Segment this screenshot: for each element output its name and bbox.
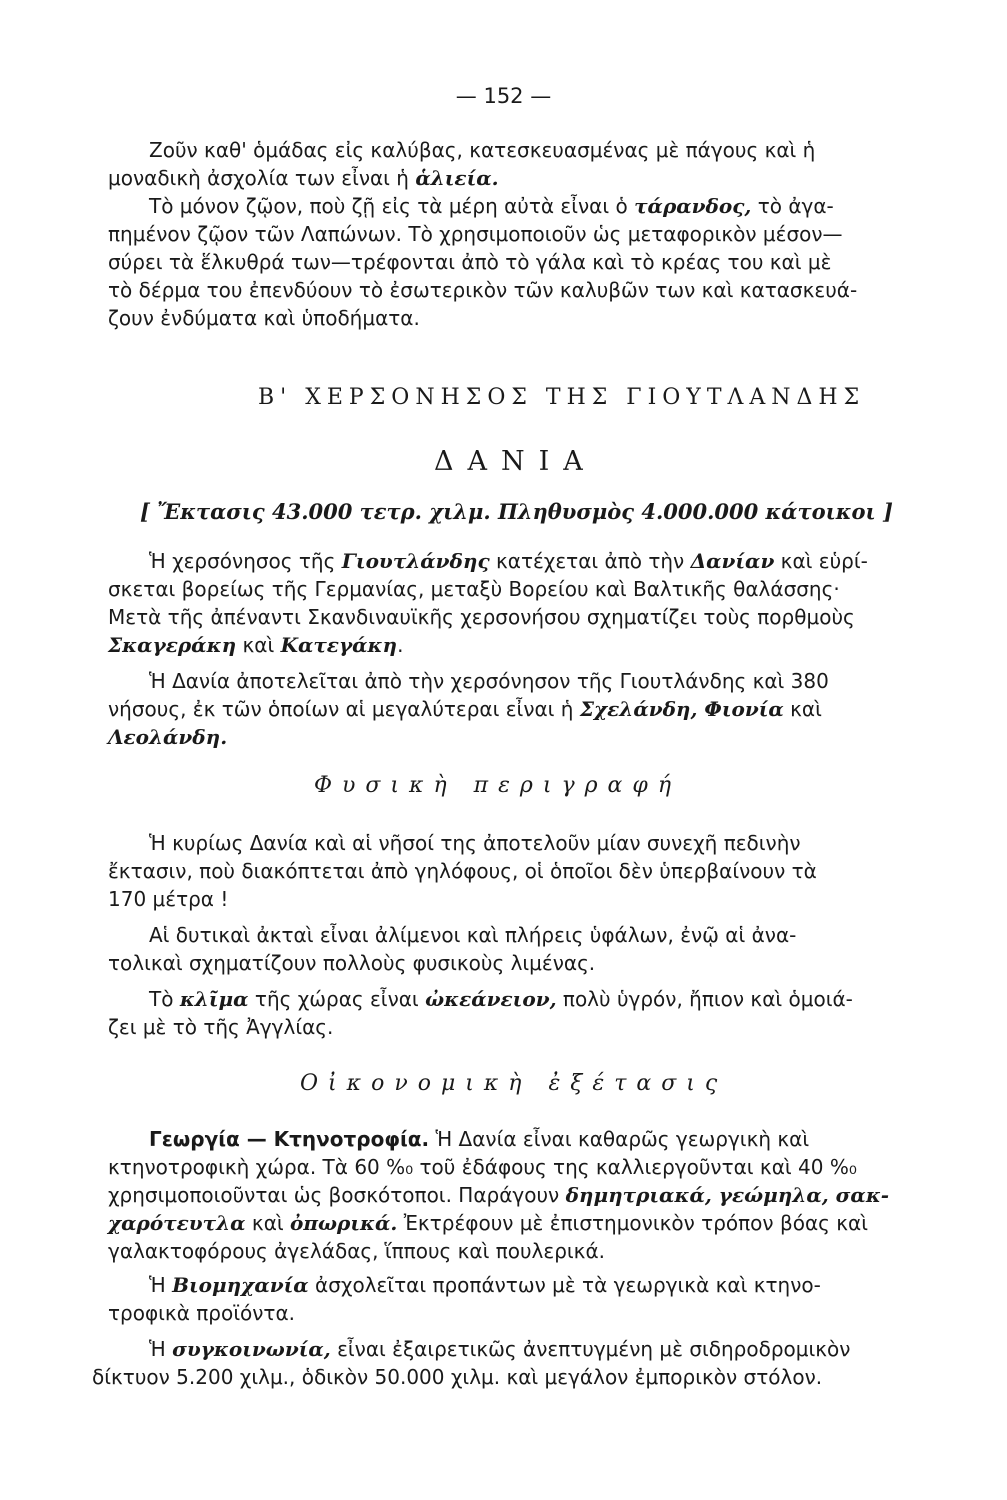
country-title: ΔΑΝΙΑ [434,446,597,477]
text-line [149,549,868,573]
emphasis-word: Σκαγεράκη [108,633,237,657]
emphasis-word: Λεολάνδη. [108,725,228,749]
text-line: Ἡ Δανία ἀποτελεῖται ἀπὸ τὴν χερσόνησον τῆς Γιουτλάνδης καὶ 380 [149,669,829,693]
stats-line: [ Ἔκτασις 43.000 τετρ. χιλμ. Πληθυσμὸς 4.000.000 κάτοικοι ] [140,499,893,524]
text-line: κτηνοτροφικὴ χώρα. Τὰ 60 %₀ τοῦ ἐδάφους της καλλιεργοῦνται καὶ 40 %₀ [108,1155,857,1179]
section-title: Β' ΧΕΡΣΟΝΗΣΟΣ ΤΗΣ ΓΙΟΥΤΛΑΝΔΗΣ [258,385,866,410]
emphasis-word: ὠκεάνειον, [425,987,557,1011]
emphasis-word: ὀπωρικά. [290,1211,398,1235]
emphasis-word: Κατεγάκη [280,633,398,657]
text-span: καὶ [236,633,281,657]
emphasis-word: Σχελάνδη, Φιονία [579,697,784,721]
text-line [108,725,227,749]
text-line: Αἱ δυτικαὶ ἀκταὶ εἶναι ἀλίμενοι καὶ πλήρεις ὑφάλων, ἐνῷ αἱ ἀνα- [149,923,797,947]
text-line [149,1127,809,1151]
text-line: τροφικὰ προϊόντα. [108,1301,295,1325]
emphasis-word: Γιουτλάνδης [341,549,490,573]
text-line [108,166,499,190]
text-span: Ἐκτρέφουν μὲ ἐπιστημονικὸν τρόπον βόας καὶ [397,1211,868,1235]
page-number: — 152 — [455,84,552,108]
text-span: καὶ [245,1211,291,1235]
emphasis-word: τάρανδος, [634,194,752,218]
physical-title: Φυσικὴ περιγραφή [314,773,682,798]
text-span: καὶ εὑρί- [774,549,868,573]
text-span: τῆς χώρας εἶναι [248,987,426,1011]
text-line: γαλακτοφόρους ἀγελάδας, ἵππους καὶ πουλερικά. [108,1239,605,1263]
text-span: Ἡ Δανία εἶναι καθαρῶς γεωργικὴ καὶ [429,1127,810,1151]
text-span: νήσους, ἐκ τῶν ὁποίων αἱ μεγαλύτεραι εἶναι ἡ [108,697,580,721]
text-span: τὸ ἀγα- [751,194,834,218]
text-span: πολὺ ὑγρόν, ἤπιον καὶ ὁμοιά- [556,987,853,1011]
text-line: ἔκτασιν, ποὺ διακόπτεται ἀπὸ γηλόφους, οἱ ὁποῖοι δὲν ὑπερβαίνουν τὰ [108,859,817,883]
text-line: ζουν ἐνδύματα καὶ ὑποδήματα. [108,306,420,330]
text-line [149,194,834,218]
emphasis-word: Δανίαν [690,549,775,573]
text-span: μοναδικὴ ἀσχολία των εἶναι ἡ [108,166,416,190]
text-line [149,1337,850,1361]
text-line: τολικαὶ σχηματίζουν πολλοὺς φυσικοὺς λιμένας. [108,951,596,975]
text-line: Ζοῦν καθ' ὁμάδας εἰς καλύβας, κατεσκευασμένας μὲ πάγους καὶ ἡ [149,138,816,162]
emphasis-word: κλῖμα [179,987,249,1011]
text-line [108,1211,868,1235]
text-span: . [397,633,404,657]
text-line: τὸ δέρμα του ἐπενδύουν τὸ ἐσωτερικὸν τῶν καλυβῶν των καὶ κατασκευά- [108,278,858,302]
text-span: εἶναι ἐξαιρετικῶς ἀνεπτυγμένη μὲ σιδηροδρομικὸν [330,1337,851,1361]
text-span: καὶ [783,697,822,721]
text-line [108,1183,889,1207]
text-span: Ἡ χερσόνησος τῆς [149,549,342,573]
emphasis-word: χαρότευτλα [108,1211,246,1235]
text-line [108,633,403,657]
economic-title: Οἰκονομικὴ ἐξέτασις [300,1071,728,1096]
emphasis-word: δημητριακά, γεώμηλα, σακ- [565,1183,890,1207]
emphasis-word: Βιομηχανία [172,1273,309,1297]
text-line: δίκτυον 5.200 χιλμ., ὁδικὸν 50.000 χιλμ. καὶ μεγάλον ἐμπορικὸν στόλον. [92,1365,823,1389]
text-line [149,987,853,1011]
text-line: σύρει τὰ ἕλκυθρά των—τρέφονται ἀπὸ τὸ γάλα καὶ τὸ κρέας του καὶ μὲ [108,250,832,274]
text-span: Ἡ [149,1273,173,1297]
text-line [108,697,822,721]
text-line: σκεται βορείως τῆς Γερμανίας, μεταξὺ Βορείου καὶ Βαλτικῆς θαλάσσης· [108,577,840,601]
text-span: κατέχεται ἀπὸ τὴν [489,549,691,573]
emphasis-word: συγκοινωνία, [172,1337,331,1361]
text-line: ζει μὲ τὸ τῆς Ἀγγλίας. [108,1015,334,1039]
text-span: Τὸ μόνον ζῷον, ποὺ ζῇ εἰς τὰ μέρη αὐτὰ εἶναι ὁ [149,194,635,218]
text-line: Ἡ κυρίως Δανία καὶ αἱ νῆσοί της ἀποτελοῦν μίαν συνεχῆ πεδινὴν [149,831,801,855]
text-span: χρησιμοποιοῦνται ὡς βοσκότοποι. Παράγουν [108,1183,566,1207]
text-span: ἀσχολεῖται προπάντων μὲ τὰ γεωργικὰ καὶ κτηνο- [308,1273,821,1297]
text-line: πημένον ζῷον τῶν Λαπώνων. Τὸ χρησιμοποιοῦν ὡς μεταφορικὸν μέσον— [108,222,843,246]
emphasis-word: Γεωργία — Κτηνοτροφία. [149,1127,430,1151]
text-line: 170 μέτρα ! [108,887,229,911]
text-line [149,1273,821,1297]
text-span: Τὸ [149,987,180,1011]
text-line: Μετὰ τῆς ἀπέναντι Σκανδιναυϊκῆς χερσονήσου σχηματίζει τοὺς πορθμοὺς [108,605,855,629]
text-span: Ἡ [149,1337,173,1361]
emphasis-word: ἁλιεία. [415,166,499,190]
